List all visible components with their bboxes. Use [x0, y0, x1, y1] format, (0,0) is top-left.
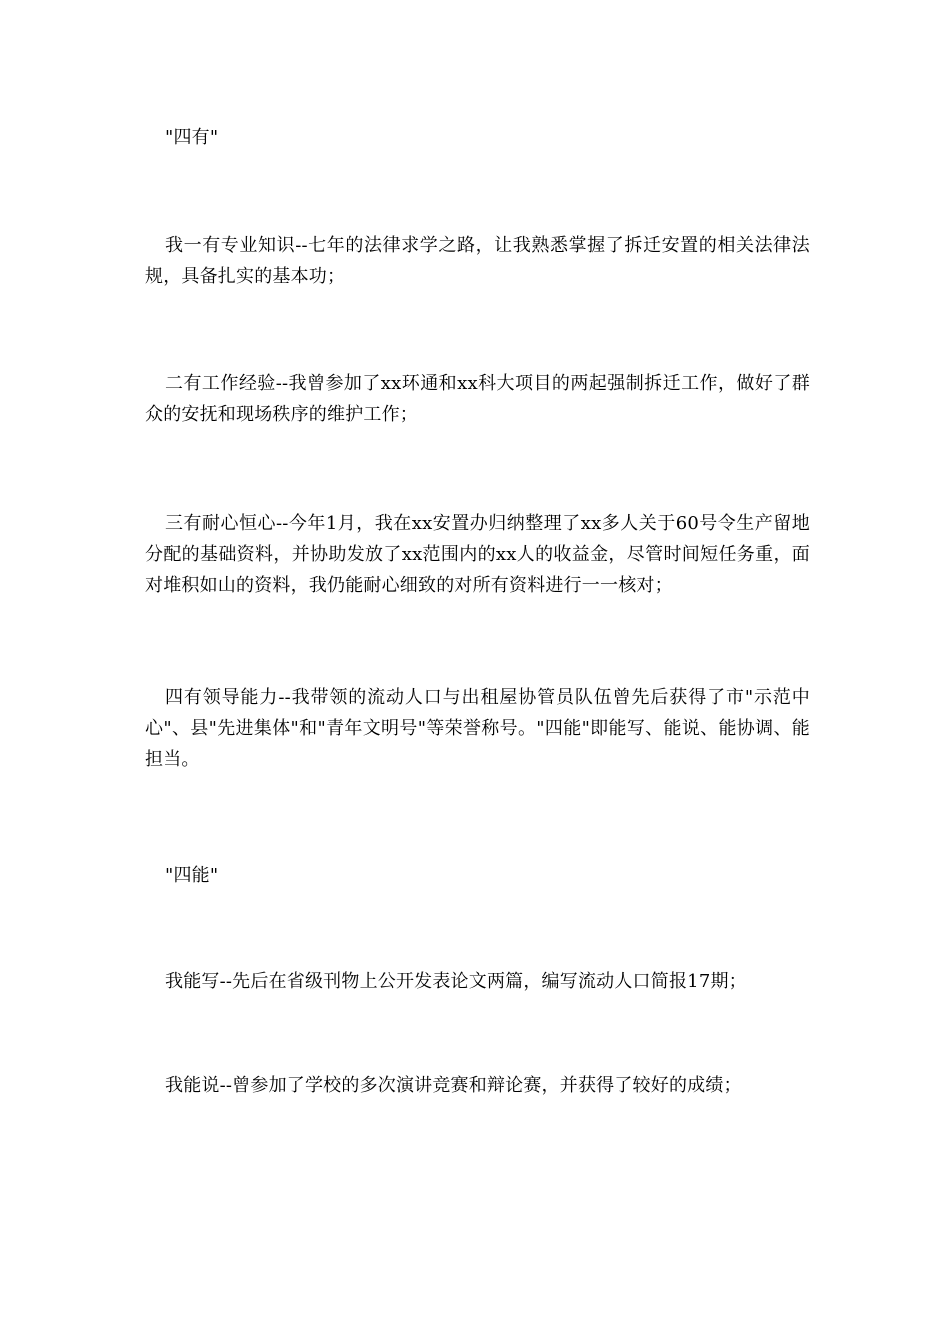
paragraph-leadership: 四有领导能力--我带领的流动人口与出租屋协管员队伍曾先后获得了市"示范中心"、县"先进集体"和"青年文明号"等荣誉称号。"四能"即能写、能说、能协调、能担当。: [145, 687, 810, 770]
paragraph-professional-knowledge: 我一有专业知识--七年的法律求学之路，让我熟悉掌握了拆迁安置的相关法律法规，具备扎实的基本功；: [145, 235, 810, 287]
paragraph-can-speak: 我能说--曾参加了学校的多次演讲竞赛和辩论赛，并获得了较好的成绩；: [165, 1075, 742, 1096]
paragraph-patience: 三有耐心恒心--今年1月，我在xx安置办归纳整理了xx多人关于60号令生产留地分配的基础资料，并协助发放了xx范围内的xx人的收益金，尽管时间短任务重，面对堆积如山的资料，我仍能耐心细致的对所有资料进行一一核对；: [145, 513, 810, 596]
paragraph-can-write: 我能写--先后在省级刊物上公开发表论文两篇，编写流动人口简报17期；: [165, 971, 747, 992]
paragraph-work-experience: 二有工作经验--我曾参加了xx环通和xx科大项目的两起强制拆迁工作，做好了群众的安抚和现场秩序的维护工作；: [145, 373, 810, 425]
heading-si-you: "四有": [165, 127, 219, 148]
heading-si-neng: "四能": [165, 865, 219, 886]
